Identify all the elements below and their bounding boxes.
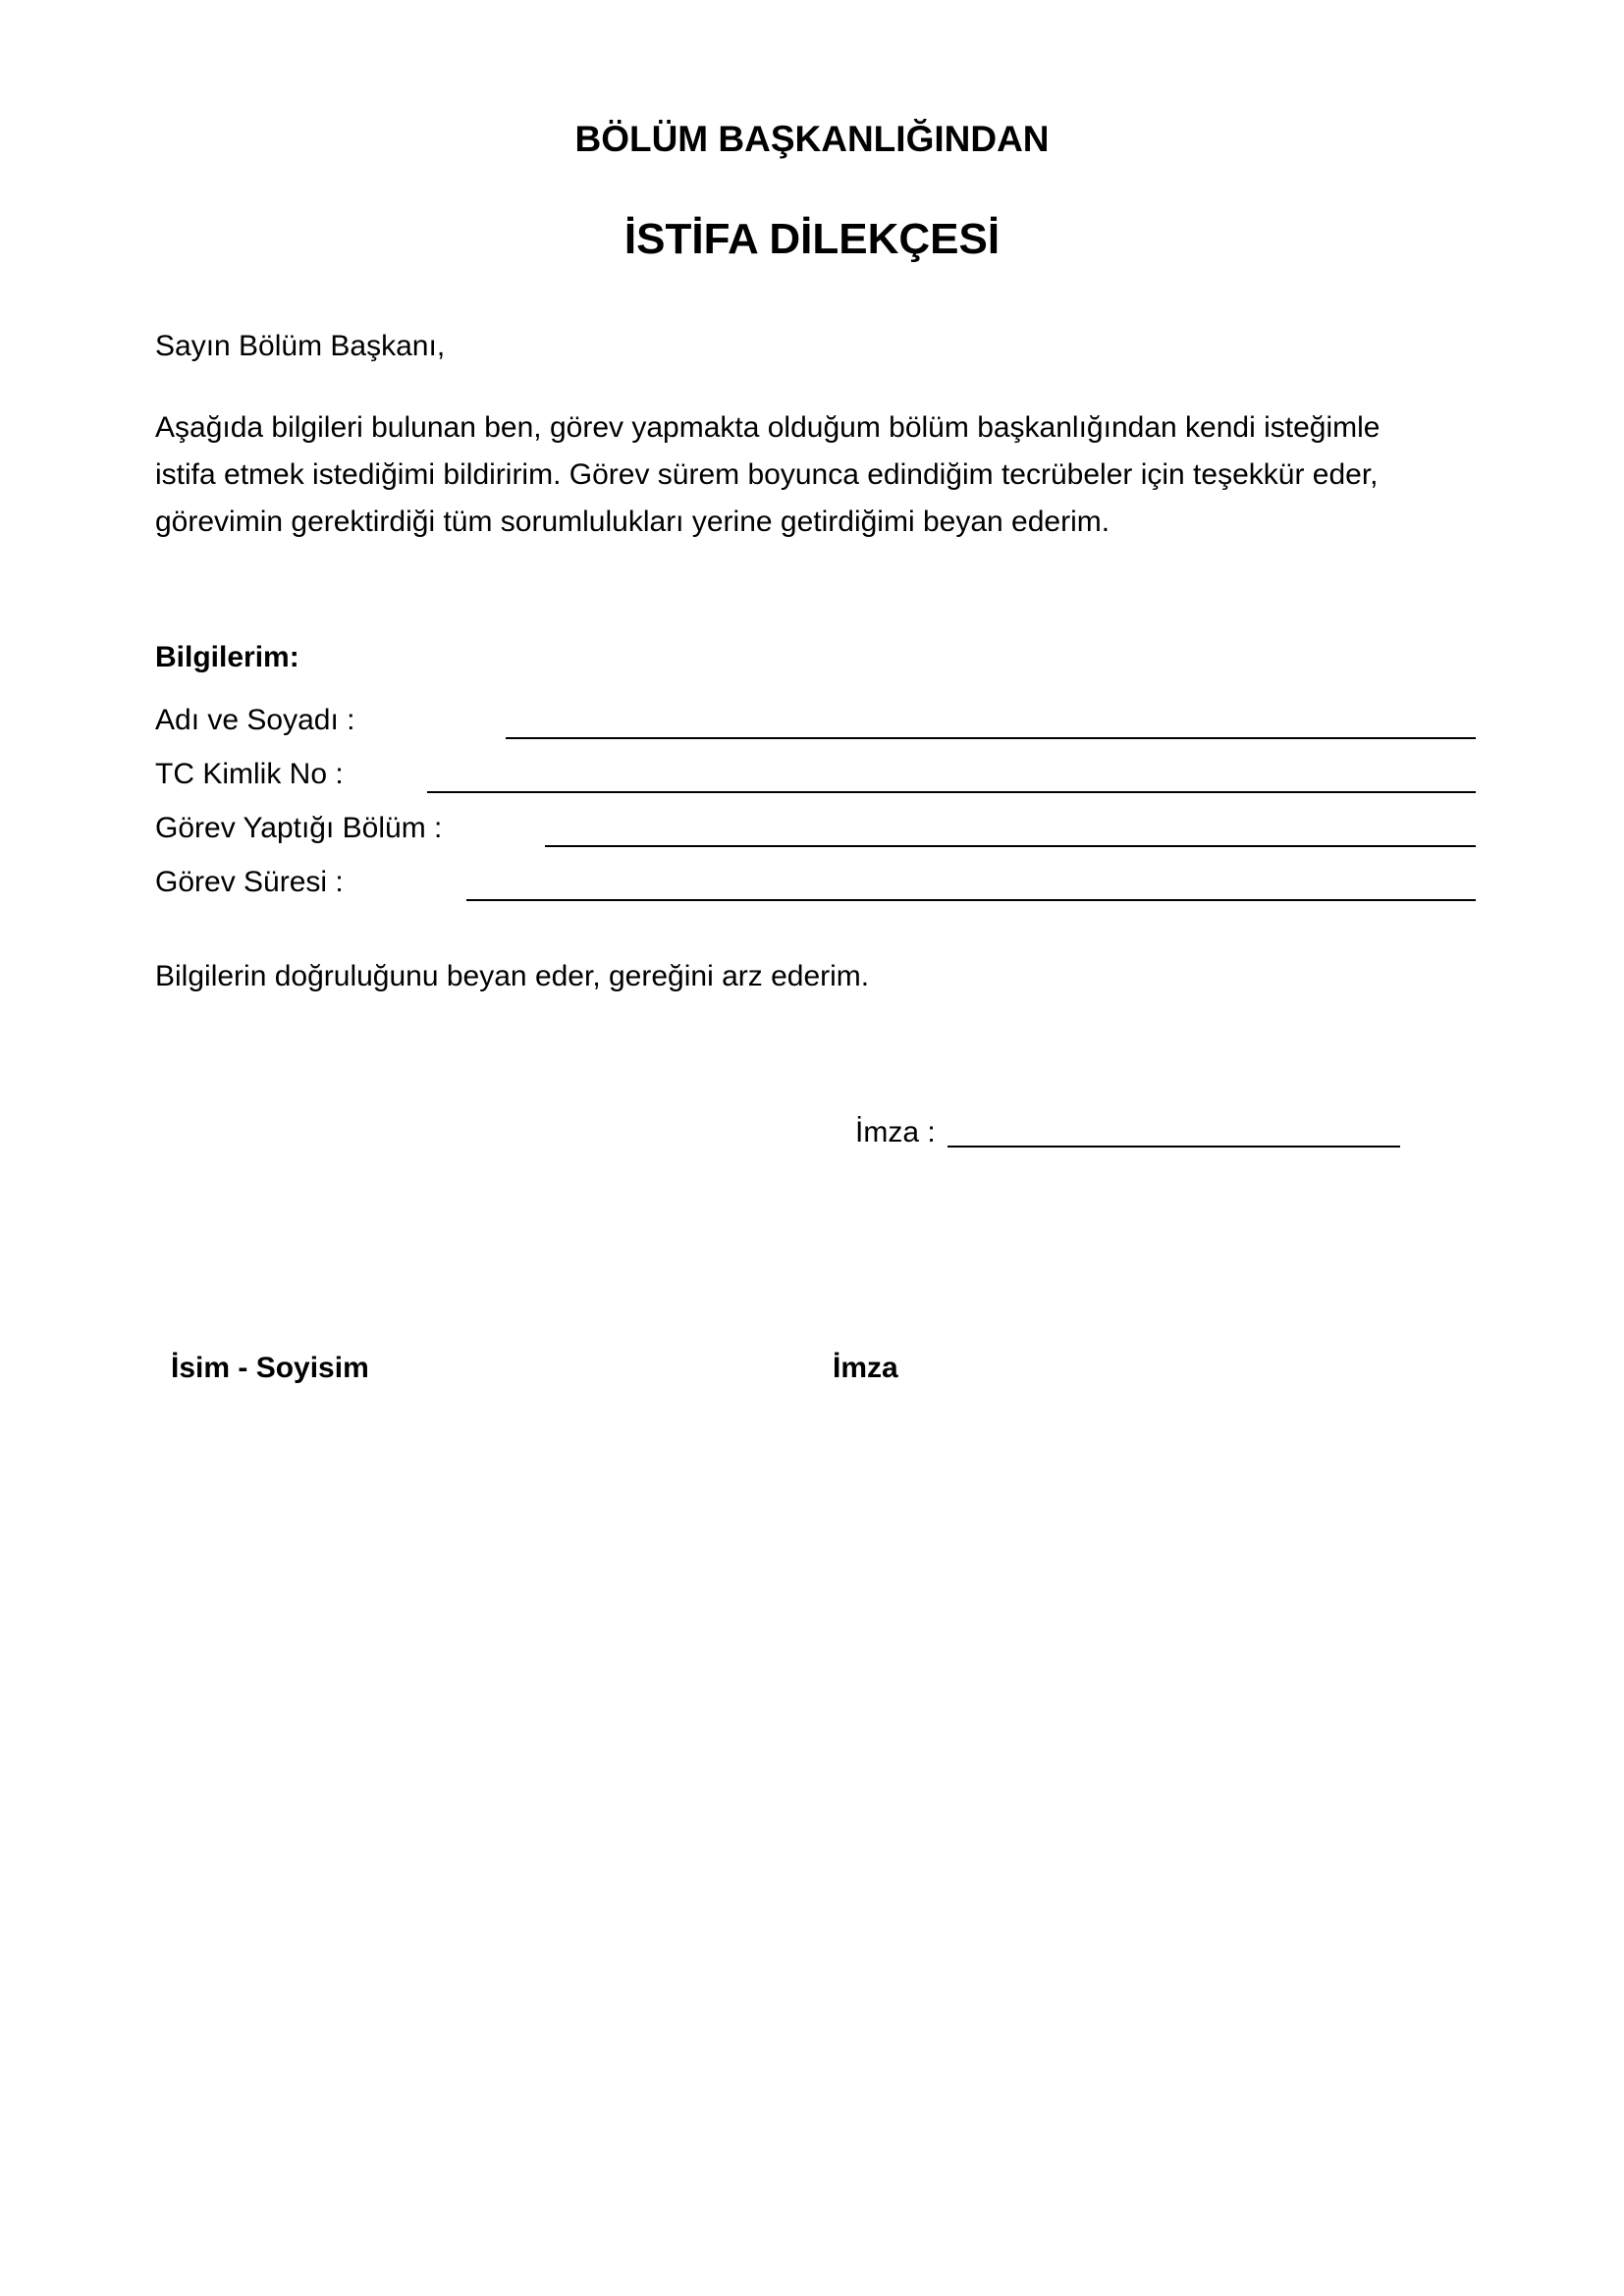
office-heading: BÖLÜM BAŞKANLIĞINDAN — [574, 119, 1050, 159]
body-line: görevimin gerektirdiği tüm sorumlulukları yerine getirdiğimi beyan ederim. — [155, 506, 1110, 538]
tc-id-field-line[interactable] — [427, 791, 1476, 793]
declaration-text: Bilgilerin doğruluğunu beyan eder, gereğini arz ederim. — [155, 960, 870, 992]
salutation: Sayın Bölüm Başkanı, — [155, 330, 446, 362]
signature-label: İmza : — [855, 1116, 936, 1148]
department-field-label: Görev Yaptığı Bölüm : — [155, 812, 443, 844]
info-heading: Bilgilerim: — [155, 641, 299, 673]
duty-period-field-label: Görev Süresi : — [155, 866, 344, 898]
signature-line[interactable] — [947, 1146, 1400, 1148]
body-line: Aşağıda bilgileri bulunan ben, görev yapmakta olduğum bölüm başkanlığından kendi isteğimle — [155, 411, 1380, 444]
body-line: istifa etmek istediğimi bildiririm. Görev sürem boyunca edindiğim tecrübeler için teşekkür eder, — [155, 458, 1379, 491]
body-paragraph — [155, 404, 1490, 546]
tc-id-field-label: TC Kimlik No : — [155, 758, 344, 790]
name-field-line[interactable] — [506, 737, 1476, 739]
name-field-label: Adı ve Soyadı : — [155, 704, 355, 736]
footer-signature-label: İmza — [833, 1352, 898, 1384]
document-title: İSTİFA DİLEKÇESİ — [623, 215, 1001, 263]
duty-period-field-line[interactable] — [466, 899, 1476, 901]
department-field-line[interactable] — [545, 845, 1476, 847]
footer-name-label: İsim - Soyisim — [171, 1352, 369, 1384]
